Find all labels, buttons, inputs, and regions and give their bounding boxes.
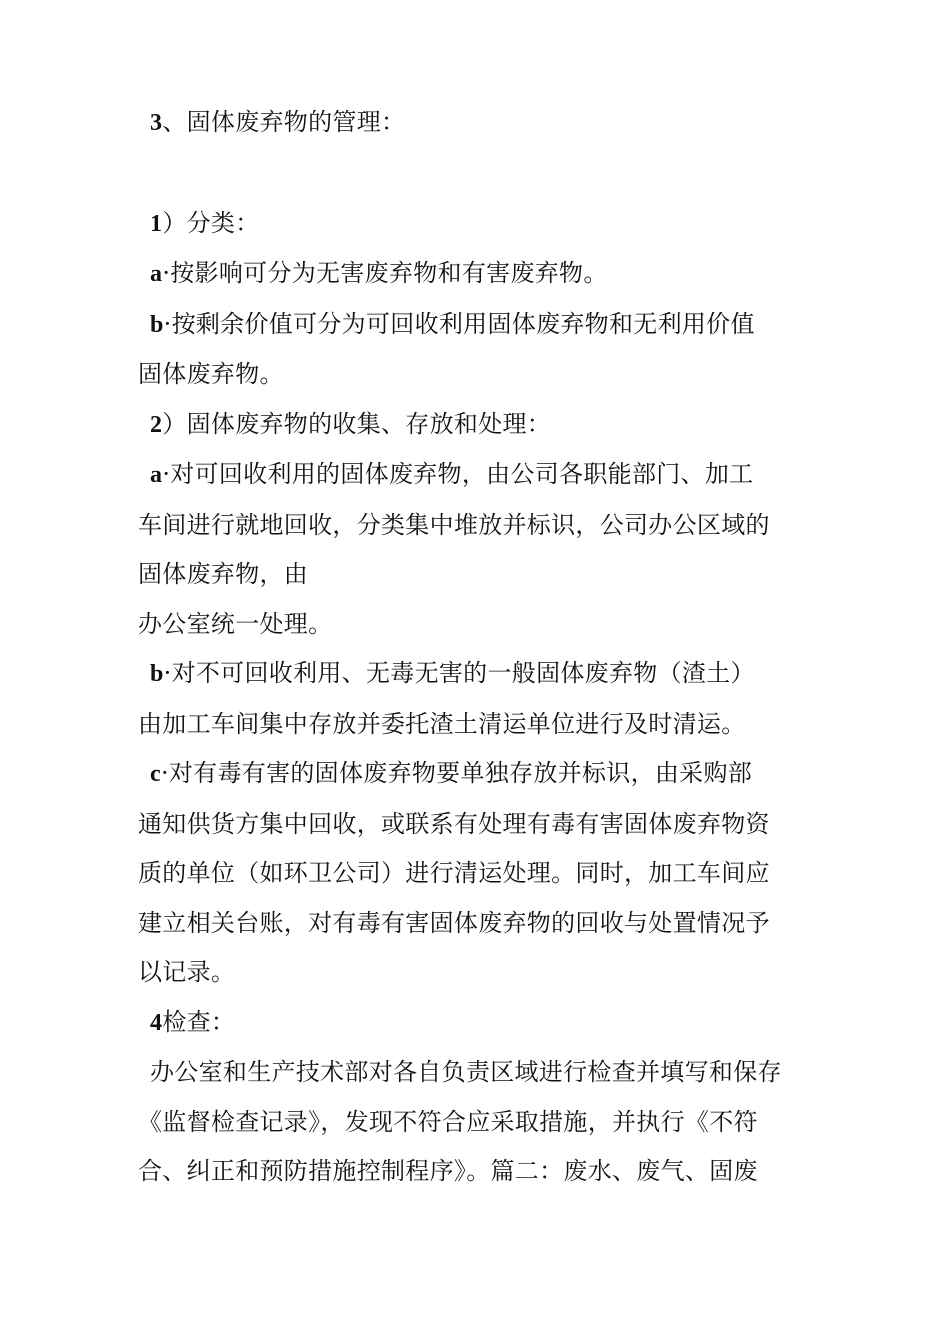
line-text: 以记录。 [138,958,236,986]
paragraph-line [138,350,828,400]
line-text: 通知供货方集中回收，或联系有处理有毒有害固体废弃物资 [138,809,770,838]
line-text: 检查： [162,1007,236,1036]
paragraph-line [138,948,828,998]
paragraph-line [138,501,828,551]
line-text: 车间进行就地回收，分类集中堆放并标识，公司办公区域的 [138,510,770,539]
line-text: ·按剩余价值可分为可回收利用固体废弃物和无利用价值 [163,309,755,338]
item-marker: b [150,661,164,687]
subsection-number: 2 [150,411,163,438]
subsection-heading-1 [138,199,828,250]
paragraph-line [138,800,828,850]
paragraph-line [138,600,828,650]
paragraph-line [138,550,828,600]
list-item-b [138,649,828,700]
document-page [138,98,828,1197]
line-text: ）分类： [162,208,260,237]
paragraph-line [138,1048,828,1098]
line-text: 办公室统一处理。 [138,609,333,638]
list-item-a [138,249,828,300]
item-marker: b [150,311,164,338]
subsection-heading-2 [138,400,828,451]
line-text: ·按影响可分为无害废弃物和有害废弃物。 [162,259,608,287]
section-heading-4 [138,998,828,1049]
paragraph-line [138,1098,828,1148]
line-text: 固体废弃物，由 [138,560,309,588]
line-text: 《监督检查记录》，发现不符合应采取措施，并执行《不符 [138,1107,758,1136]
item-marker: a [150,462,163,488]
line-text: ·对可回收利用的固体废弃物，由公司各职能部门、加工 [162,460,754,488]
paragraph-line [138,1147,828,1197]
section-heading-3 [138,98,828,149]
paragraph-line [138,849,828,899]
line-text: 合、纠正和预防措施控制程序》。篇二：废水、废气、固废 [138,1157,758,1185]
line-text: 由加工车间集中存放并委托渣土清运单位进行及时清运。 [138,709,746,738]
section-number: 3 [150,110,163,136]
line-text: 、固体废弃物的管理： [162,108,406,136]
section-number: 4 [150,1009,163,1036]
item-marker: a [150,261,163,287]
paragraph-line [138,700,828,750]
line-text: 固体废弃物。 [138,360,284,388]
line-text: 办公室和生产技术部对各自负责区域进行检查并填写和保存 [150,1058,782,1086]
item-marker: c [150,761,161,787]
line-text: 建立相关台账，对有毒有害固体废弃物的回收与处置情况予 [138,908,770,937]
line-text: ）固体废弃物的收集、存放和处理： [162,409,552,438]
line-text: 质的单位（如环卫公司）进行清运处理。同时，加工车间应 [138,859,770,887]
subsection-number: 1 [150,210,163,237]
line-text: ·对有毒有害的固体废弃物要单独存放并标识，由采购部 [160,759,753,787]
paragraph-line [138,899,828,949]
list-item-b [138,300,828,351]
list-item-a [138,450,828,501]
line-text: ·对不可回收利用、无毒无害的一般固体废弃物（渣土） [163,659,755,687]
list-item-c [138,749,828,800]
